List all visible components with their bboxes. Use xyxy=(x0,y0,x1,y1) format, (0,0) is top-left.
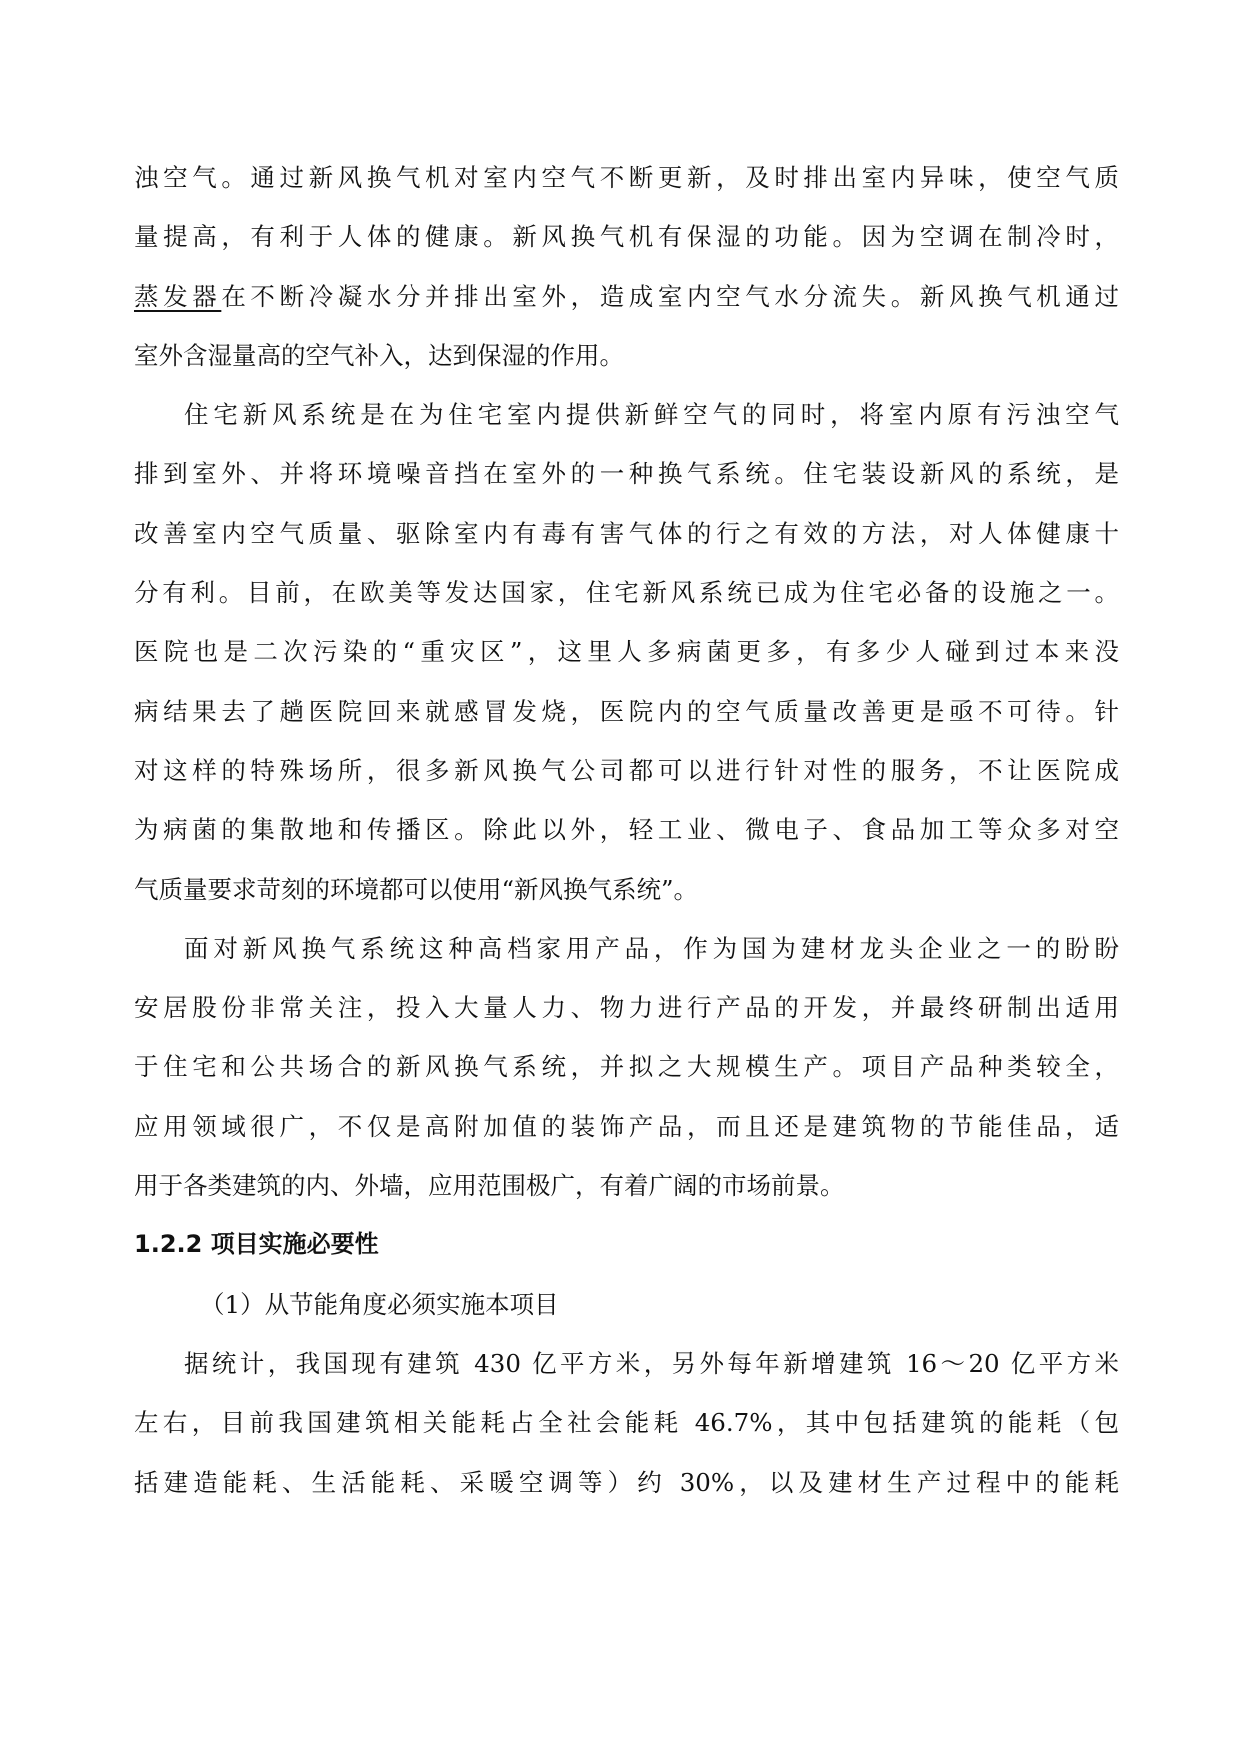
text-line: 为病菌的集散地和传播区。除此以外，轻工业、微电子、食品加工等众多对空 xyxy=(134,815,1119,845)
text-line: 据统计，我国现有建筑 430 亿平方米，另外每年新增建筑 16～20 亿平方米 xyxy=(184,1348,1119,1378)
text-line: 于住宅和公共场合的新风换气系统，并拟之大规模生产。项目产品种类较全， xyxy=(134,1052,1119,1082)
text-line: 改善室内空气质量、驱除室内有毒有害气体的行之有效的方法，对人体健康十 xyxy=(134,518,1119,548)
paragraph-residential-system xyxy=(134,385,1119,919)
text-line: 面对新风换气系统这种高档家用产品，作为国为建材龙头企业之一的盼盼 xyxy=(184,933,1119,963)
text-line: 量提高，有利于人体的健康。新风换气机有保湿的功能。因为空调在制冷时， xyxy=(134,222,1119,252)
paragraph-fresh-air-benefits xyxy=(134,148,1119,385)
section-heading: 1.2.2 项目实施必要性 xyxy=(134,1230,379,1259)
text-line: 医院也是二次污染的“重灾区”，这里人多病菌更多，有多少人碰到过本来没 xyxy=(134,637,1119,667)
text-line: 应用领域很广，不仅是高附加值的装饰产品，而且还是建筑物的节能佳品，适 xyxy=(134,1111,1119,1141)
text-line: 对这样的特殊场所，很多新风换气公司都可以进行针对性的服务，不让医院成 xyxy=(134,755,1119,785)
text-span: 在不断冷凝水分并排出室外，造成室内空气水分流失。新风换气机通过 xyxy=(221,281,1120,311)
text-line: 排到室外、并将环境噪音挡在室外的一种换气系统。住宅装设新风的系统，是 xyxy=(134,459,1119,489)
text-line: 住宅新风系统是在为住宅室内提供新鲜空气的同时，将室内原有污浊空气 xyxy=(184,400,1119,430)
paragraph-statistics xyxy=(134,1334,1119,1512)
underlined-term-evaporator: 蒸发器 xyxy=(134,281,222,311)
subheading: （1）从节能角度必须实施本项目 xyxy=(200,1289,559,1319)
text-line: 气质量要求苛刻的环境都可以使用“新风换气系统”。 xyxy=(134,874,699,904)
text-line: 室外含湿量高的空气补入，达到保湿的作用。 xyxy=(134,340,624,370)
text-line: 浊空气。通过新风换气机对室内空气不断更新，及时排出室内异味，使空气质 xyxy=(134,163,1119,192)
paragraph-company-product xyxy=(134,919,1119,1215)
text-line: 安居股份非常关注，投入大量人力、物力进行产品的开发，并最终研制出适用 xyxy=(134,993,1119,1023)
text-line: 左右，目前我国建筑相关能耗占全社会能耗 46.7%，其中包括建筑的能耗（包 xyxy=(134,1408,1119,1438)
text-line: 分有利。目前，在欧美等发达国家，住宅新风系统已成为住宅必备的设施之一。 xyxy=(134,578,1119,608)
text-line: 病结果去了趟医院回来就感冒发烧，医院内的空气质量改善更是亟不可待。针 xyxy=(134,696,1119,726)
text-line: 用于各类建筑的内、外墙，应用范围极广，有着广阔的市场前景。 xyxy=(134,1171,845,1201)
document-body xyxy=(134,148,1119,1512)
text-line xyxy=(134,267,1119,326)
text-line: 括建造能耗、生活能耗、采暖空调等）约 30%，以及建材生产过程中的能耗 xyxy=(134,1467,1119,1497)
